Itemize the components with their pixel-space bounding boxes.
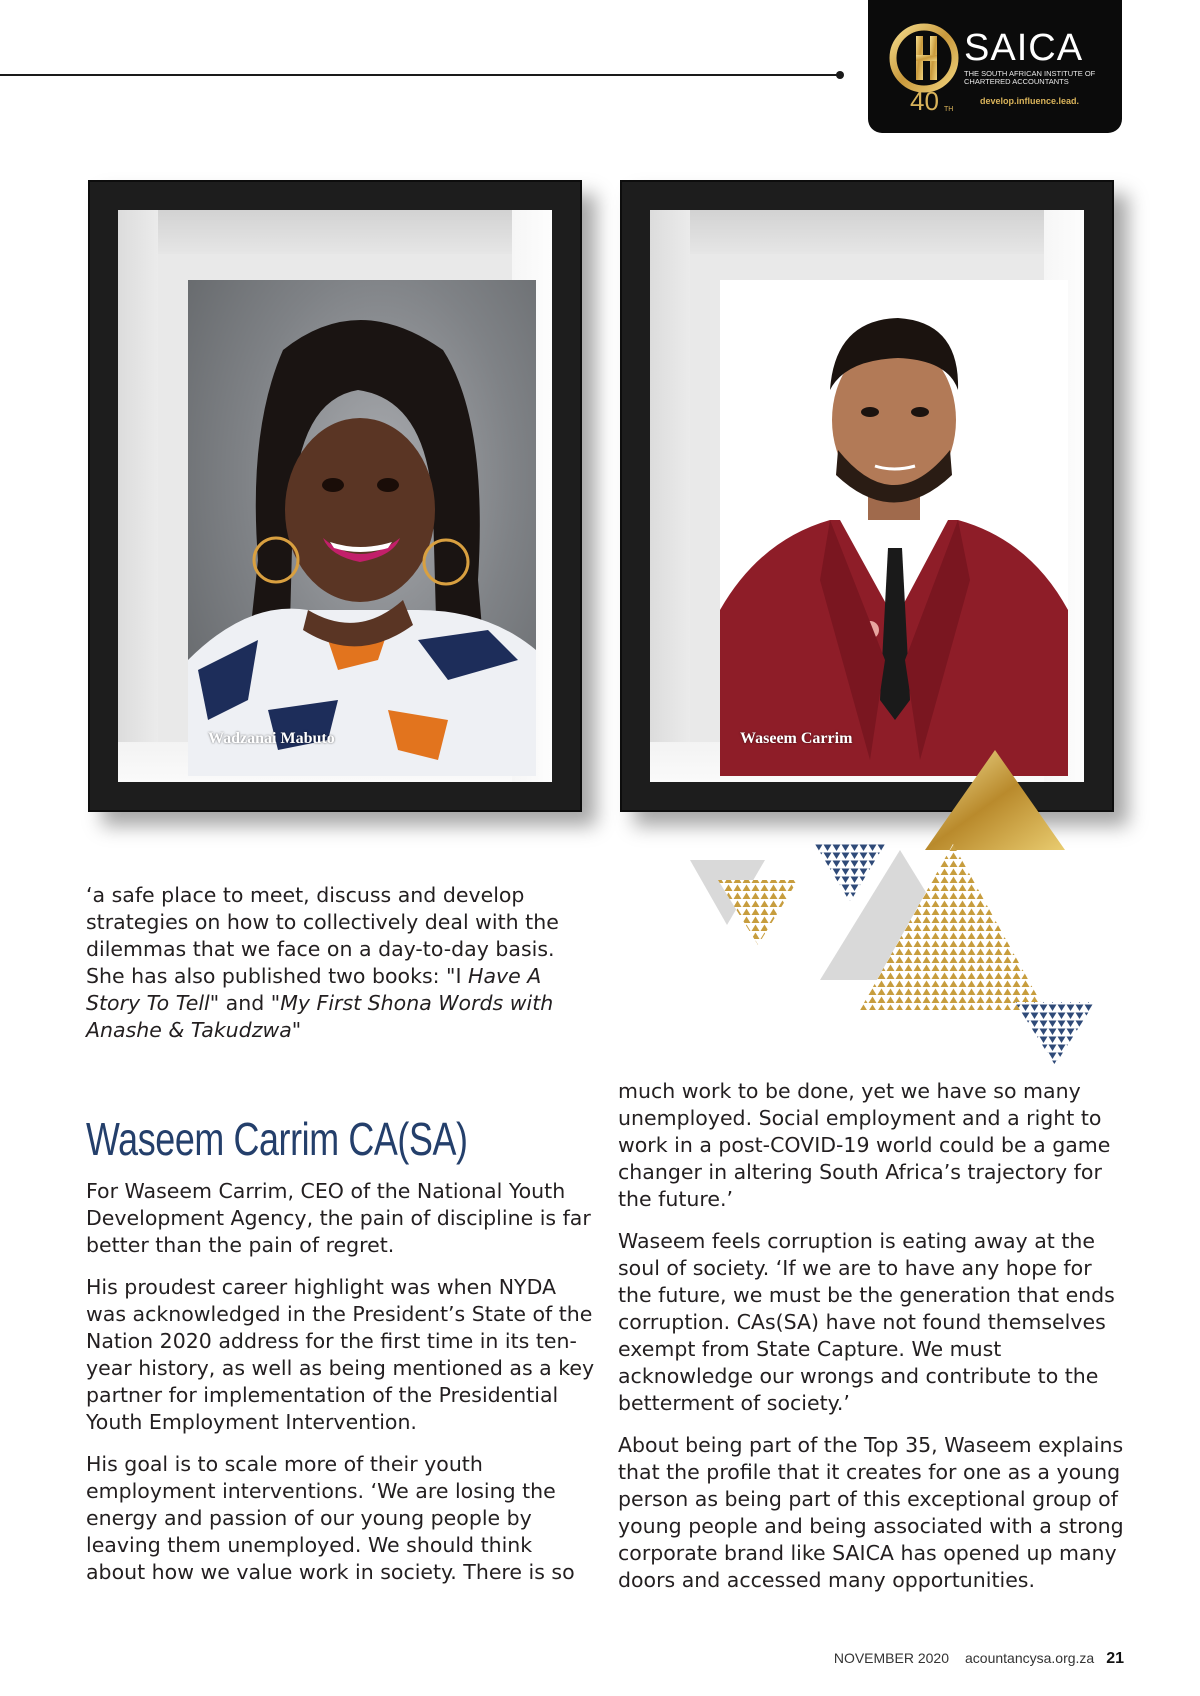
body-paragraph: His goal is to scale more of their youth employment interventions. ‘We are losing the energy and passion of our young people by leaving them unemployed. We should think about how we value work in society. There is so (86, 1452, 575, 1584)
saica-full-name: THE SOUTH AFRICAN INSTITUTE OF CHARTERED ACCOUNTANTS (964, 69, 1096, 86)
left-column (86, 1178, 596, 1601)
anniversary-suffix: TH (944, 106, 954, 113)
book-title-1: Have A Story To Tell (86, 964, 542, 1015)
navy-pattern-triangle-bottom (1015, 1002, 1095, 1065)
portrait-photo-waseem (720, 280, 1068, 776)
saica-wordmark: SAICA (964, 27, 1084, 69)
body-paragraph: For Waseem Carrim, CEO of the National Youth Development Agency, the pain of discipline is far better than the pain of regret. (86, 1179, 591, 1257)
man-portrait-illustration (720, 280, 1068, 776)
header-rule-dot (836, 71, 844, 79)
photo-caption: Wadzanai Mabuto (208, 730, 335, 747)
page-number: 21 (1106, 1650, 1124, 1667)
body-paragraph: About being part of the Top 35, Waseem explains that the profile that it creates for one as a young person as being part of this exceptional group of young people and being associated with a strong corporate brand like SAICA has opened up many doors and accessed many opportunities. (618, 1433, 1124, 1592)
website-link[interactable]: acountancysa.org.za (965, 1650, 1095, 1666)
body-paragraph: His proudest career highlight was when NYDA was acknowledged in the President’s State of the Nation 2020 address for the first time in its ten-year history, as well as being mentioned as a key partner for implementation of the Presidential Youth Employment Intervention. (86, 1275, 595, 1434)
anniversary-number: 40 (910, 86, 939, 116)
issue-date: NOVEMBER 2020 (833, 1650, 949, 1666)
frame-mat (118, 210, 552, 782)
profile-heading: Waseem Carrim CA(SA) (86, 1113, 468, 1165)
book-title-2: My First Shona Words with Anashe & Takudzwa (86, 991, 554, 1042)
photo-caption: Waseem Carrim (740, 730, 853, 747)
header-rule (0, 74, 840, 76)
decorative-triangles (670, 740, 1110, 1070)
woman-portrait-illustration (188, 280, 536, 776)
saica-logo-badge (868, 0, 1122, 133)
portrait-frame-wadzanai (88, 180, 582, 812)
right-column (618, 1078, 1128, 1609)
page-footer (834, 1650, 1124, 1668)
portrait-photo-wadzanai (188, 280, 536, 776)
ca-monogram-icon (888, 22, 960, 94)
body-paragraph: Waseem feels corruption is eating away at the soul of society. ‘If we are to have any hope for the future, we must be the generation that ends corruption. CAs(SA) have not found themselves exempt from State Capture. We must acknowledge our wrongs and contribute to the betterment of society.’ (618, 1229, 1115, 1415)
intro-paragraph: ‘a safe place to meet, discuss and develop strategies on how to collectively deal with the dilemmas that we face on a day-to-day basis. She has also published two books: "I Have A Story To Tell" and "My First Shona Words with Anashe & Takudzwa" (86, 883, 559, 1042)
saica-tagline: develop.influence.lead. (980, 96, 1080, 106)
portrait-frame-waseem (620, 180, 1114, 812)
frame-mat (650, 210, 1084, 782)
gold-triangle (925, 750, 1065, 850)
body-paragraph: much work to be done, yet we have so many unemployed. Social employment and a right to work in a post-COVID-19 world could be a game changer in altering South Africa’s trajectory for the future.’ (618, 1079, 1111, 1211)
